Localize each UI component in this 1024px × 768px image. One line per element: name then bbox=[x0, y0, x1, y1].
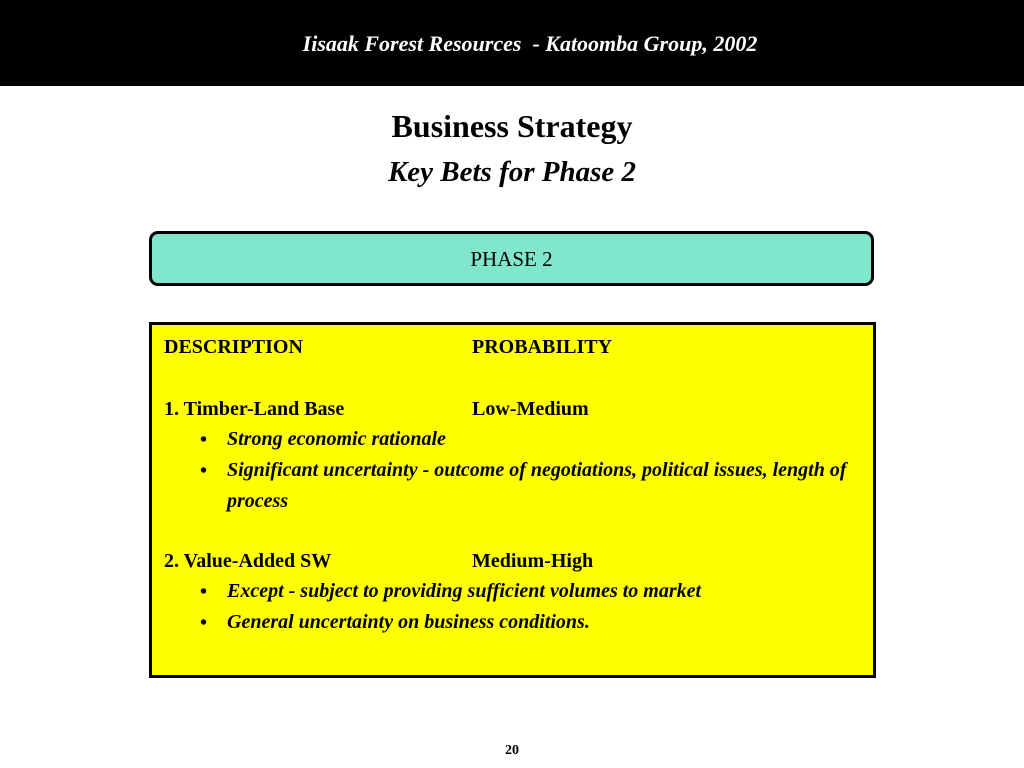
header-title: Iisaak Forest Resources - Katoomba Group, 2002 bbox=[302, 31, 758, 56]
bullet-icon: • bbox=[200, 460, 208, 482]
bullet-text: Significant uncertainty - outcome of negotiations, political issues, length of process bbox=[227, 459, 847, 512]
bullet-text: Strong economic rationale bbox=[227, 428, 446, 450]
bullet-text: Except - subject to providing sufficient volumes to market bbox=[227, 580, 702, 602]
bullet-icon: • bbox=[200, 612, 208, 634]
phase-label: PHASE 2 bbox=[470, 246, 553, 271]
phase-box bbox=[149, 231, 874, 286]
description-header: DESCRIPTION bbox=[164, 336, 303, 358]
bullet-text: General uncertainty on business conditions. bbox=[227, 611, 590, 633]
header-bar bbox=[0, 0, 1024, 86]
item-probability: Low-Medium bbox=[472, 398, 589, 420]
item-probability: Medium-High bbox=[472, 550, 594, 572]
bullet-icon: • bbox=[200, 429, 208, 451]
item-description: 1. Timber-Land Base bbox=[164, 398, 345, 420]
page-number: 20 bbox=[505, 743, 519, 758]
item-description: 2. Value-Added SW bbox=[164, 550, 332, 572]
probability-header: PROBABILITY bbox=[472, 336, 613, 358]
bullet-icon: • bbox=[200, 581, 208, 603]
slide-subtitle: Key Bets for Phase 2 bbox=[387, 156, 637, 188]
key-bets-box bbox=[149, 322, 876, 678]
slide-title: Business Strategy bbox=[391, 108, 633, 144]
